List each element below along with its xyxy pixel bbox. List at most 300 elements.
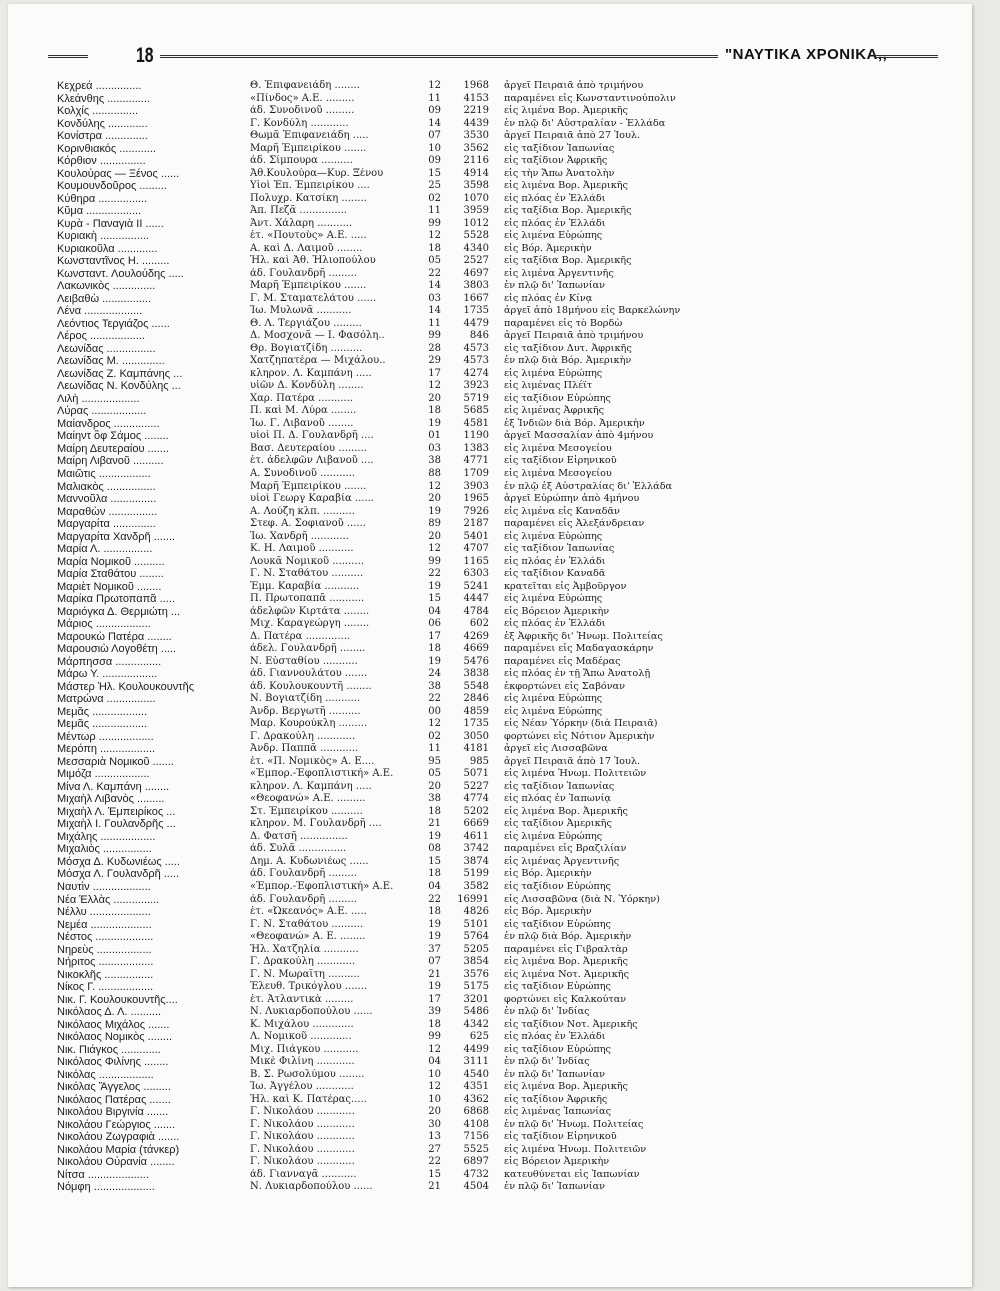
ship-row — [57, 693, 737, 706]
ship-tonnage: 3923 — [463, 380, 489, 392]
page-number: 18 — [136, 44, 154, 67]
ship-code: 38 — [428, 455, 441, 467]
ship-name: Μαρία Νομικοῦ .......... — [57, 555, 165, 568]
ship-name: Νέλλυ .................... — [57, 906, 151, 919]
ship-code: 05 — [428, 768, 441, 780]
document-page — [8, 4, 972, 1287]
ship-owner: Πολυχρ. Κατσίκη ........ — [250, 192, 367, 204]
ship-tonnage: 2527 — [463, 255, 489, 267]
ship-owner: Ν. Λυκιαρδοπούλου ...... — [250, 1181, 373, 1193]
ship-position: ἀργεῖ Πειραιᾶ ἀπὸ 17 Ἰουλ. — [504, 755, 641, 767]
ship-owner: Γ. Δρακούλη ............ — [250, 730, 356, 742]
ship-code: 21 — [428, 968, 441, 980]
ship-tonnage: 4340 — [463, 242, 489, 254]
ship-name: Νίκος Γ. .................. — [57, 981, 154, 994]
ship-code: 12 — [428, 1043, 441, 1055]
ship-name: Μεμᾶς .................. — [57, 718, 148, 731]
ship-name: Νέα Ἑλλὰς ............... — [57, 893, 160, 906]
ship-name: Νικόλαος Δ. Λ. .......... — [57, 1006, 162, 1019]
ship-row — [57, 205, 737, 218]
ship-tonnage: 602 — [469, 618, 489, 630]
ship-row — [57, 531, 737, 544]
ship-position: ἐν πλῷ δι' Ἰαπωνίαν — [504, 1068, 605, 1080]
ship-name: Νικολάου Οὐρανία ........ — [57, 1156, 175, 1169]
ship-name: Μιχαὴλ Ι. Γουλανδρῆς ... — [57, 818, 176, 831]
ship-owner: Κ. Η. Λαιμοῦ ........... — [250, 543, 354, 555]
ship-row — [57, 1044, 737, 1057]
ship-row — [57, 243, 737, 256]
ship-position: εἰς τὴν Ἄπω Ἀνατολὴν — [504, 167, 615, 179]
ship-owner: Ἰω. Ἀγγέλου ............ — [250, 1081, 354, 1093]
ship-tonnage: 4447 — [463, 593, 489, 605]
ship-name: Μαρία Σταθάτου ........ — [57, 568, 164, 581]
ship-owner: υἱοὶ Π. Δ. Γουλανδρῆ .... — [250, 430, 374, 442]
ship-row — [57, 280, 737, 293]
ship-owner: υἱῶν Δ. Κονδύλη ........ — [250, 380, 364, 392]
ship-tonnage: 5719 — [463, 392, 489, 404]
ship-name: Νικόλας Ἄγγελος ......... — [57, 1081, 171, 1094]
ship-row — [57, 268, 737, 281]
ship-position: εἰς πλόας ἐν Κίνᾳ — [504, 292, 593, 304]
ship-position: εἰς ταξίδιον Καναδᾶ — [504, 568, 606, 580]
ship-position: εἰς ταξίδιον Νοτ. Ἀμερικῆς — [504, 1018, 638, 1030]
ship-name: Μιχαὴλ Λιβανὸς ......... — [57, 793, 165, 806]
ship-code: 19 — [428, 505, 441, 517]
ship-code: 02 — [428, 192, 441, 204]
ship-position: εἰς πλόας ἐν Ἑλλάδι — [504, 555, 606, 567]
ship-position: παραμένει εἰς Κωνσταντινούπολιν — [504, 92, 676, 104]
ship-code: 18 — [428, 906, 441, 918]
ship-code: 19 — [428, 830, 441, 842]
ship-name: Κυριακοῦλα ............. — [57, 242, 158, 255]
ship-tonnage: 1709 — [463, 467, 489, 479]
ship-tonnage: 6868 — [463, 1106, 489, 1118]
ship-owner: κληρον. Μ. Γουλανδρῆ .... — [250, 818, 382, 830]
ship-code: 03 — [428, 292, 441, 304]
ship-owner: ἀδ. Γιαννουλάτου ....... — [250, 668, 368, 680]
ship-name: Νικόλαος Φιλίνης ........ — [57, 1056, 169, 1069]
ship-name: Κυριακὴ ................ — [57, 230, 149, 243]
ship-code: 12 — [428, 543, 441, 555]
ship-code: 14 — [428, 117, 441, 129]
ship-code: 12 — [428, 480, 441, 492]
ship-code: 09 — [428, 105, 441, 117]
ship-tonnage: 4611 — [463, 830, 489, 842]
ship-owner: Γ. Νικολάου ............ — [250, 1156, 355, 1168]
ship-row — [57, 130, 737, 143]
ship-tonnage: 4181 — [463, 743, 489, 755]
ship-name: Μάστερ Ἠλ. Κουλουκουντῆς — [57, 680, 195, 693]
ship-owner: Μιχ. Καραγεώργη ........ — [250, 618, 370, 630]
ship-row — [57, 1081, 737, 1094]
ship-position: εἰς λιμένας Ἀργεντινῆς — [504, 855, 620, 867]
ship-row — [57, 218, 737, 231]
ship-code: 06 — [428, 618, 441, 630]
ship-name: Νεμέα .................... — [57, 918, 152, 931]
ship-row — [57, 143, 737, 156]
ship-position: ἐν πλῷ ἐξ Αὐστραλίας δι' Ἑλλάδα — [504, 480, 673, 492]
ship-position: εἰς λιμένα Εὐρώπης — [504, 693, 603, 705]
ship-tonnage: 4439 — [463, 117, 489, 129]
ship-row — [57, 919, 737, 932]
ship-tonnage: 5486 — [463, 1006, 489, 1018]
ship-position: ἀργεῖ ἀπὸ 18μήνου εἰς Βαρκελώνην — [504, 305, 681, 317]
ship-code: 18 — [428, 405, 441, 417]
ship-tonnage: 4774 — [463, 793, 489, 805]
ship-owner: Στεφ. Α. Σοφιανοῦ ...... — [250, 518, 366, 530]
ship-position: εἰς πλόας ἐν Ἑλλάδι — [504, 192, 606, 204]
ship-row — [57, 1031, 737, 1044]
ship-tonnage: 6303 — [463, 568, 489, 580]
ship-name: Μαννοῦλα ............... — [57, 493, 157, 506]
ship-position: εἰς λιμένα Εὐρώπης — [504, 593, 603, 605]
ship-row — [57, 355, 737, 368]
ship-name: Νικόλαος Μιχάλος ....... — [57, 1018, 170, 1031]
ship-code: 29 — [428, 355, 441, 367]
page-title: "ΝΑΥΤΙΚΑ ΧΡΟΝΙΚΑ,, — [725, 46, 888, 63]
ship-position: ἐν πλῷ δι' Ἰαπωνίαν — [504, 280, 605, 292]
ship-code: 15 — [428, 167, 441, 179]
ship-name: Κονίστρα .............. — [57, 130, 148, 143]
ship-owner: Π. Πρωτοπαπᾶ ........... — [250, 593, 365, 605]
ship-row — [57, 293, 737, 306]
ship-owner: Γ. Ν. Σταθάτου .......... — [250, 568, 364, 580]
ship-code: 19 — [428, 931, 441, 943]
ship-row — [57, 481, 737, 494]
ship-tonnage: 5227 — [463, 780, 489, 792]
ship-row — [57, 781, 737, 794]
ship-name: Κόρθιον ............... — [57, 155, 146, 168]
ship-code: 13 — [428, 1131, 441, 1143]
ship-code: 20 — [428, 392, 441, 404]
ship-code: 02 — [428, 730, 441, 742]
ship-row — [57, 568, 737, 581]
ship-name: Νικολάου Γεώργιος ....... — [57, 1118, 176, 1131]
ship-owner: Ἐλευθ. Τρικόγλου ....... — [250, 981, 368, 993]
ship-tonnage: 5199 — [463, 868, 489, 880]
ship-tonnage: 2187 — [463, 518, 489, 530]
ship-name: Νήριτος .................. — [57, 956, 154, 969]
ship-row — [57, 806, 737, 819]
ship-code: 17 — [428, 630, 441, 642]
ship-owner: ἀδελφῶν Κιρτάτα ........ — [250, 605, 370, 617]
ship-position: παραμένει εἰς Βραζιλίαν — [504, 843, 627, 855]
ship-row — [57, 168, 737, 181]
ship-owner: Ἰω. Χανδρῆ ............ — [250, 530, 349, 542]
ship-code: 38 — [428, 793, 441, 805]
ship-tonnage: 846 — [469, 330, 489, 342]
ship-position: παραμένει εἰς Γιβραλτὰρ — [504, 943, 628, 955]
ship-name: Νίτσα .................... — [57, 1168, 149, 1181]
ship-code: 12 — [428, 380, 441, 392]
ship-position: εἰς ταξίδιον Εὐρώπης — [504, 1043, 611, 1055]
ship-row — [57, 756, 737, 769]
ship-name: Νικόλας .................. — [57, 1068, 154, 1081]
ship-row — [57, 255, 737, 268]
ship-owner: Μιχ. Πιάγκου ........... — [250, 1043, 359, 1055]
ship-tonnage: 4784 — [463, 605, 489, 617]
ship-owner: Ν. Εὐσταθίου ........... — [250, 655, 358, 667]
ship-tonnage: 7156 — [463, 1131, 489, 1143]
ship-code: 19 — [428, 918, 441, 930]
ship-name: Λεόντιος Τεργιάζος ...... — [57, 317, 170, 330]
ship-row — [57, 543, 737, 556]
ship-tonnage: 1190 — [463, 430, 489, 442]
ship-name: Λέρος .................. — [57, 330, 145, 343]
ship-row — [57, 556, 737, 569]
ship-position: εἰς λιμένα Ἡνωμ. Πολιτειῶν — [504, 768, 647, 780]
ship-tonnage: 4859 — [463, 705, 489, 717]
ship-owner: ἀδ. Γουλανδρῆ ......... — [250, 893, 358, 905]
ship-owner: Β. Σ. Ρωσολύμου ........ — [250, 1068, 365, 1080]
ship-name: Κῦμα .................. — [57, 205, 142, 218]
ship-tonnage: 1968 — [463, 80, 489, 91]
ship-code: 10 — [428, 142, 441, 154]
ship-name: Κεχρεά ............... — [57, 80, 142, 92]
ship-row — [57, 931, 737, 944]
ship-owner: Δ. Μοσχονᾶ — Ι. Φασόλη.. — [250, 330, 385, 342]
ship-owner: ἀδ. Σίμπουρα .......... — [250, 155, 353, 167]
ship-code: 17 — [428, 993, 441, 1005]
ship-name: Νέστος ................... — [57, 931, 154, 944]
ship-owner: ἀδ. Γουλανδρῆ ......... — [250, 267, 358, 279]
ship-position: εἰς πλόας ἐν τῇ Ἄπω Ἀνατολῇ — [504, 668, 651, 680]
ship-row — [57, 656, 737, 669]
ship-name: Μέντωρ .................. — [57, 730, 154, 743]
ship-position: ἐξ Ἀφρικῆς δι' Ἡνωμ. Πολιτείας — [504, 630, 663, 642]
ship-owner: Γ. Κονδύλη ............ — [250, 117, 349, 129]
ship-code: 11 — [428, 205, 441, 217]
ship-tonnage: 1965 — [463, 493, 489, 505]
ship-row — [57, 1056, 737, 1069]
ship-owner: Ἀπ. Πεζᾶ ............... — [250, 205, 348, 217]
ship-name: Μόσχα Λ. Γουλανδρῆ ..... — [57, 868, 180, 881]
ship-row — [57, 743, 737, 756]
ship-name: Ματρώνα ................ — [57, 693, 156, 706]
ship-tonnage: 4573 — [463, 342, 489, 354]
ship-owner: ἀδ. Γιανναγᾶ ........... — [250, 1168, 357, 1180]
ship-position: ἀργεῖ Πειραιᾶ ἀπὸ τριμήνου — [504, 80, 644, 91]
ship-code: 04 — [428, 1056, 441, 1068]
ship-code: 12 — [428, 230, 441, 242]
ship-row — [57, 80, 737, 93]
ship-position: εἰς ταξίδιον Δυτ. Ἀφρικῆς — [504, 342, 632, 354]
ship-name: Μερόπη .................. — [57, 743, 156, 756]
ship-name: Μαργαρίτα .............. — [57, 518, 156, 531]
ship-owner: Θ. Ἐπιφανειάδη ........ — [250, 80, 360, 91]
ship-row — [57, 318, 737, 331]
ship-tonnage: 4351 — [463, 1081, 489, 1093]
ship-code: 22 — [428, 267, 441, 279]
ship-owner: Λ. Νομικοῦ ............. — [250, 1031, 352, 1043]
ship-tonnage: 5101 — [463, 918, 489, 930]
ship-name: Λύρας .................. — [57, 405, 147, 418]
ship-owner: Χαρ. Πατέρα ........... — [250, 392, 354, 404]
ship-position: ἐν πλῷ διὰ Βόρ. Ἀμερικὴν — [504, 931, 632, 943]
ship-tonnage: 3582 — [463, 881, 489, 892]
ship-name: Μαίρη Δευτεραίου ....... — [57, 442, 169, 455]
ship-position: κατευθύνεται εἰς Ἰαπωνίαν — [504, 1168, 640, 1180]
ship-position: εἰς λιμένα Μεσογείου — [504, 467, 612, 479]
ship-row — [57, 330, 737, 343]
ship-position: εἰς ταξίδιον Ἰαπωνίας — [504, 543, 615, 555]
ship-code: 21 — [428, 1181, 441, 1193]
ship-row — [57, 793, 737, 806]
ship-name: Μεμᾶς .................. — [57, 705, 148, 718]
ship-position: κρατεῖται εἰς Ἀμβοῦργον — [504, 580, 627, 592]
ship-tonnage: 4362 — [463, 1093, 489, 1105]
ship-tonnage: 5548 — [463, 680, 489, 692]
ship-tonnage: 5175 — [463, 981, 489, 993]
ship-row — [57, 493, 737, 506]
ship-row — [57, 868, 737, 881]
ship-tonnage: 5764 — [463, 931, 489, 943]
ship-owner: «Ἐμπορ.-Ἐφοπλιστική» Α.Ε. — [250, 768, 394, 780]
ship-tonnage: 5685 — [463, 405, 489, 417]
ship-position: εἰς λιμένα Βορ. Ἀμερικῆς — [504, 1081, 628, 1093]
ship-code: 15 — [428, 1168, 441, 1180]
ship-tonnage: 4573 — [463, 355, 489, 367]
ship-code: 18 — [428, 868, 441, 880]
ship-tonnage: 3742 — [463, 843, 489, 855]
ship-tonnage: 4269 — [463, 630, 489, 642]
ship-row — [57, 1144, 737, 1157]
ship-tonnage: 4707 — [463, 543, 489, 555]
ship-code: 18 — [428, 805, 441, 817]
ship-position: εἰς λιμένα Βορ. Ἀμερικῆς — [504, 956, 628, 968]
ship-tonnage: 3803 — [463, 280, 489, 292]
ship-tonnage: 985 — [469, 755, 489, 767]
ship-name: Μαριὲτ Νομικοῦ ........ — [57, 580, 162, 593]
ship-owner: Γ. Νικολάου ............ — [250, 1143, 355, 1155]
ship-tonnage: 3050 — [463, 730, 489, 742]
ship-name: Κυρὰ - Παναγιὰ ΙΙ ...... — [57, 217, 164, 230]
ship-owner: κληρον. Λ. Καμπάνη ..... — [250, 780, 372, 792]
ship-row — [57, 994, 737, 1007]
ship-code: 12 — [428, 1081, 441, 1093]
ship-code: 30 — [428, 1118, 441, 1130]
ship-tonnage: 6669 — [463, 818, 489, 830]
ship-position: εἰς λιμένας Πλέϊτ — [504, 380, 593, 392]
ship-position: ἐξ Ἰνδιῶν διὰ Βόρ. Ἀμερικὴν — [504, 417, 645, 429]
ship-code: 22 — [428, 693, 441, 705]
ship-tonnage: 4504 — [463, 1181, 489, 1193]
ship-owner: Ἀντ. Χάλαρη ........... — [250, 217, 353, 229]
ship-tonnage: 5202 — [463, 805, 489, 817]
ship-owner: Κ. Μιχάλου ............. — [250, 1018, 354, 1030]
ship-owner: Λουκᾶ Νομικοῦ .......... — [250, 555, 365, 567]
ship-owner: Μαρ. Κουρούκλη ......... — [250, 718, 368, 730]
ship-name: Μιμόζα .................. — [57, 768, 150, 781]
ship-owner: Θρ. Βογιατζίδη .......... — [250, 342, 363, 354]
ship-tonnage: 1012 — [463, 217, 489, 229]
ship-position: φορτώνει εἰς Νότιον Ἀμερικὴν — [504, 730, 655, 742]
ship-owner: Ἀνδρ. Παππᾶ ............ — [250, 743, 359, 755]
ship-name: Λένα ................... — [57, 305, 143, 318]
ship-tonnage: 3576 — [463, 968, 489, 980]
ship-owner: Γ. Νικολάου ............ — [250, 1106, 355, 1118]
ship-position: εἰς λιμένα Εὐρώπης — [504, 705, 603, 717]
ship-tonnage: 3903 — [463, 480, 489, 492]
ship-tonnage: 3111 — [463, 1056, 489, 1068]
ship-name: Μιχάλης .................. — [57, 830, 156, 843]
ship-code: 20 — [428, 493, 441, 505]
ship-tonnage: 3854 — [463, 956, 489, 968]
ship-tonnage: 4732 — [463, 1168, 489, 1180]
ship-tonnage: 4697 — [463, 267, 489, 279]
ship-row — [57, 1181, 737, 1194]
ship-name: Νικόλαος Νομικὸς ........ — [57, 1031, 173, 1044]
ship-position: εἰς λιμένα Βορ. Ἀμερικῆς — [504, 105, 628, 117]
ship-name: Νικολάου Μαρία (τάνκερ) — [57, 1143, 180, 1156]
ship-row — [57, 380, 737, 393]
ship-position: εἰς πλόας ἐν Ἑλλάδι — [504, 217, 606, 229]
ship-row — [57, 393, 737, 406]
ship-position: εἰς λιμένα Εὐρώπης — [504, 367, 603, 379]
ship-tonnage: 1165 — [463, 555, 489, 567]
ship-position: εἰς λιμένα Βορ. Ἀμερικῆς — [504, 805, 628, 817]
ship-row — [57, 894, 737, 907]
ship-name: Μαίρη Λιβανοῦ .......... — [57, 455, 164, 468]
ship-position: εἰς λιμένα εἰς Καναδᾶν — [504, 505, 620, 517]
ship-name: Λεωνίδας ................ — [57, 342, 156, 355]
ship-row — [57, 618, 737, 631]
ship-row — [57, 368, 737, 381]
ship-name: Μάρπησσα ............... — [57, 655, 162, 668]
ship-position: εἰς Βόρειον Ἀμερικὴν — [504, 1156, 610, 1168]
ship-name: Νικολάου Ζωγραφιὰ ....... — [57, 1131, 180, 1144]
ship-owner: Γ. Νικολάου ............ — [250, 1118, 355, 1130]
ship-position: εἰς Βόρ. Ἀμερικὴν — [504, 242, 592, 254]
ship-name: Κλεάνθης .............. — [57, 92, 150, 105]
ship-tonnage: 5401 — [463, 530, 489, 542]
ship-code: 22 — [428, 568, 441, 580]
ship-position: ἐν πλῷ δι' Ἰνδίας — [504, 1056, 590, 1068]
ship-tonnage: 5476 — [463, 655, 489, 667]
ship-row — [57, 643, 737, 656]
ship-owner: Μαρῆ Ἐμπειρίκου ....... — [250, 280, 367, 292]
ship-row — [57, 593, 737, 606]
ship-owner: Ἐμμ. Καραβία ........... — [250, 580, 360, 592]
ship-position: εἰς λιμένα Ἀργεντινῆς — [504, 267, 614, 279]
ship-code: 88 — [428, 467, 441, 479]
ship-tonnage: 4274 — [463, 367, 489, 379]
ship-row — [57, 843, 737, 856]
ship-name: Νικοκλῆς ................ — [57, 968, 154, 981]
ship-position: εἰς ταξίδιον Εὐρώπης — [504, 392, 611, 404]
ship-row — [57, 1169, 737, 1182]
ship-tonnage: 2116 — [463, 155, 489, 167]
ship-name: Κολχίς ............... — [57, 105, 139, 118]
ship-owner: Χατζηπατέρα — Μιχάλου.. — [250, 355, 386, 367]
ship-position: εἰς λιμένα Βορ. Ἀμερικῆς — [504, 180, 628, 192]
ship-position: εἰς ταξίδιον Εὐρώπης — [504, 981, 611, 993]
ship-code: 95 — [428, 755, 441, 767]
ship-row — [57, 1069, 737, 1082]
ship-name: Μαραθὼν ................ — [57, 505, 158, 518]
ship-owner: Ν. Βογιατζίδη ........... — [250, 693, 361, 705]
ship-name: Ναυτὶν ................... — [57, 881, 151, 893]
ship-code: 07 — [428, 130, 441, 142]
ship-tonnage: 2846 — [463, 693, 489, 705]
ship-owner: κληρον. Λ. Καμπάνη ..... — [250, 367, 372, 379]
ship-name: Λιλὴ ................... — [57, 392, 140, 405]
ship-tonnage: 16991 — [457, 893, 489, 905]
ship-code: 20 — [428, 780, 441, 792]
ship-position: εἰς πλόας ἐν Ἑλλάδι — [504, 618, 606, 630]
ship-row — [57, 981, 737, 994]
ship-row — [57, 1156, 737, 1169]
